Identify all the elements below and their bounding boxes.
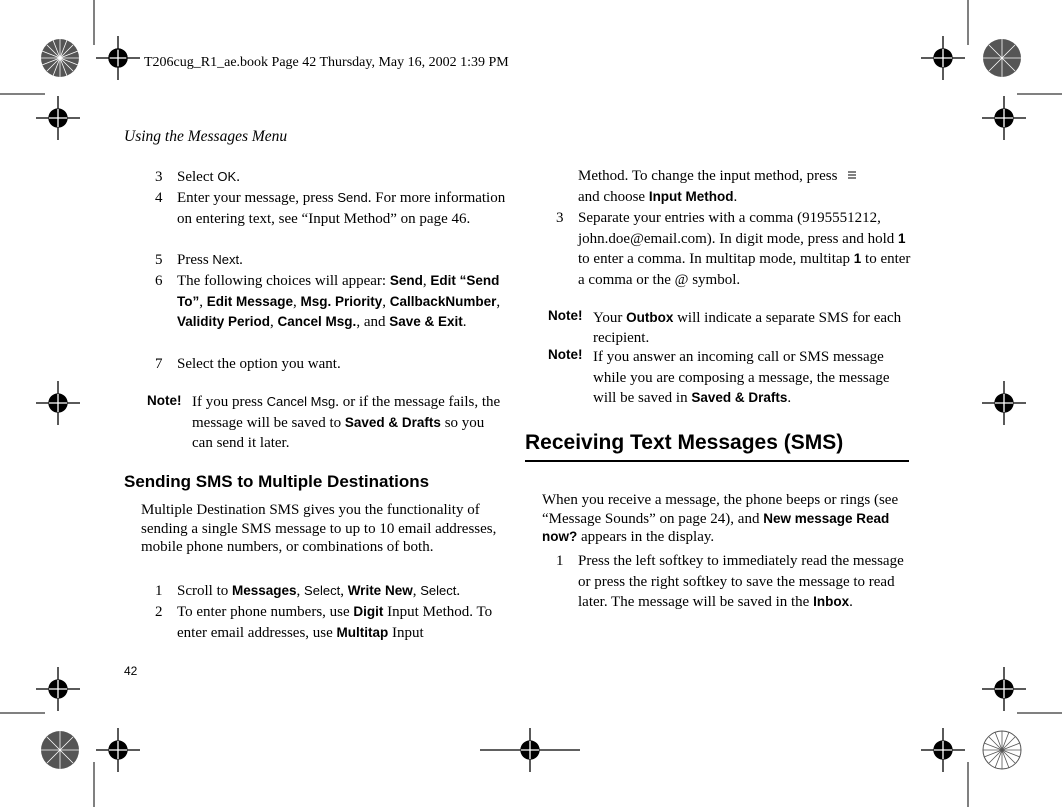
note-label: Note! xyxy=(548,308,583,323)
list-item: 1 Scroll to Messages, Select, Write New, Select. xyxy=(155,583,461,599)
note-text: If you press Cancel Msg. or if the message fails, the message will be saved to Saved & Drafts so you can send it later. xyxy=(192,394,501,451)
note-label: Note! xyxy=(147,393,182,408)
note-text: If you answer an incoming call or SMS message while you are composing a message, the message will be saved in Saved & Drafts. xyxy=(593,349,890,406)
list-item: 2 To enter phone numbers, use Digit Input Method. To enter email addresses, use Multitap Input xyxy=(155,604,493,641)
print-header: T206cug_R1_ae.book Page 42 Thursday, May 16, 2002 1:39 PM xyxy=(144,55,509,70)
list-item: 3 Select OK. xyxy=(155,169,240,185)
page-number: 42 xyxy=(124,664,138,678)
section-intro: When you receive a message, the phone beeps or rings (see “Message Sounds” on page 24), and New message Read now? appears in the display. xyxy=(542,492,899,545)
note-text: Your Outbox will indicate a separate SMS for each recipient. xyxy=(593,310,902,346)
steps-list-b xyxy=(155,581,509,644)
section-intro: Multiple Destination SMS gives you the functionality of sending a single SMS message to up to 10 email addresses, mobile phone numbers, or combinations of both. xyxy=(141,502,497,555)
running-header: Using the Messages Menu xyxy=(124,128,288,145)
section-title: Sending SMS to Multiple Destinations xyxy=(124,472,430,491)
list-item: 5 Press Next. xyxy=(155,252,243,268)
list-item: 6 The following choices will appear: Send, Edit “Send To”, Edit Message, Msg. Priority, CallbackNumber, Validity Period, Cancel Msg., and Save & Exit. xyxy=(155,273,501,330)
section-rule xyxy=(525,460,909,462)
note-label: Note! xyxy=(548,347,583,362)
menu-key-icon xyxy=(845,167,859,179)
step2-continued: Method. To change the input method, press and choose Input Method. xyxy=(578,166,908,207)
list-item: 7 Select the option you want. xyxy=(155,356,341,372)
steps-list-a xyxy=(155,167,507,375)
section-title: Receiving Text Messages (SMS) xyxy=(525,431,844,454)
list-item: 4 Enter your message, press Send. For more information on entering text, see “Input Method” on page 46. xyxy=(155,190,506,227)
